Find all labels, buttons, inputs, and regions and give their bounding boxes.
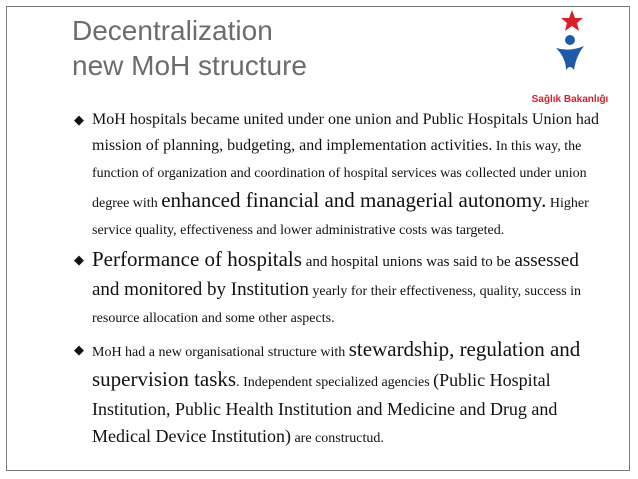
bullet-1-text-4: Higher service quality, effectiveness and lower administrative costs was targeted. [92, 196, 589, 238]
title-line-2: new MoH structure [72, 50, 307, 81]
logo-text: Sağlık Bakanlığı [531, 94, 609, 105]
bullet-2-text-2: and hospital unions was said to be [301, 254, 515, 270]
bullet-1 [74, 107, 604, 244]
bullet-3 [74, 336, 604, 452]
bullet-2-text-1: Performance of hospitals [92, 247, 302, 271]
crescent-star-logo-icon [520, 8, 620, 108]
bullet-3-text-5: are constructud. [290, 431, 384, 446]
bullet-icon: ◆ [74, 112, 84, 127]
bullet-list [74, 107, 604, 452]
bullet-3-text-2: stewardship, regulation and supervision tasks [92, 337, 581, 391]
bullet-1-text-2: In this way, the function of organization and coordination of hospital services was collected under union degree with [92, 139, 587, 211]
bullet-2-text-4: yearly for their effectiveness, quality, success in resource allocation and some other aspects. [92, 284, 582, 326]
title-line-1: Decentralization [72, 15, 273, 46]
bullet-3-text-3: . Independent specialized agencies [236, 375, 434, 390]
ministry-logo [520, 8, 620, 108]
bullet-1-text-3: enhanced financial and managerial autonomy. [161, 188, 547, 212]
bullet-2 [74, 246, 604, 332]
bullet-icon: ◆ [74, 252, 84, 267]
bullet-2-text-3: assessed and monitored by Institution [92, 250, 579, 300]
bullet-icon: ◆ [74, 342, 84, 357]
bullet-1-text-1: MoH hospitals became united under one union and Public Hospitals Union had mission of planning, budgeting, and implementation activities. [92, 111, 600, 154]
slide-title [72, 13, 307, 83]
bullet-3-text-4: (Public Hospital Institution, Public Health Institution and Medicine and Drug and Medical Device Institution) [92, 370, 558, 446]
bullet-3-text-1: MoH had a new organisational structure with [92, 345, 349, 360]
